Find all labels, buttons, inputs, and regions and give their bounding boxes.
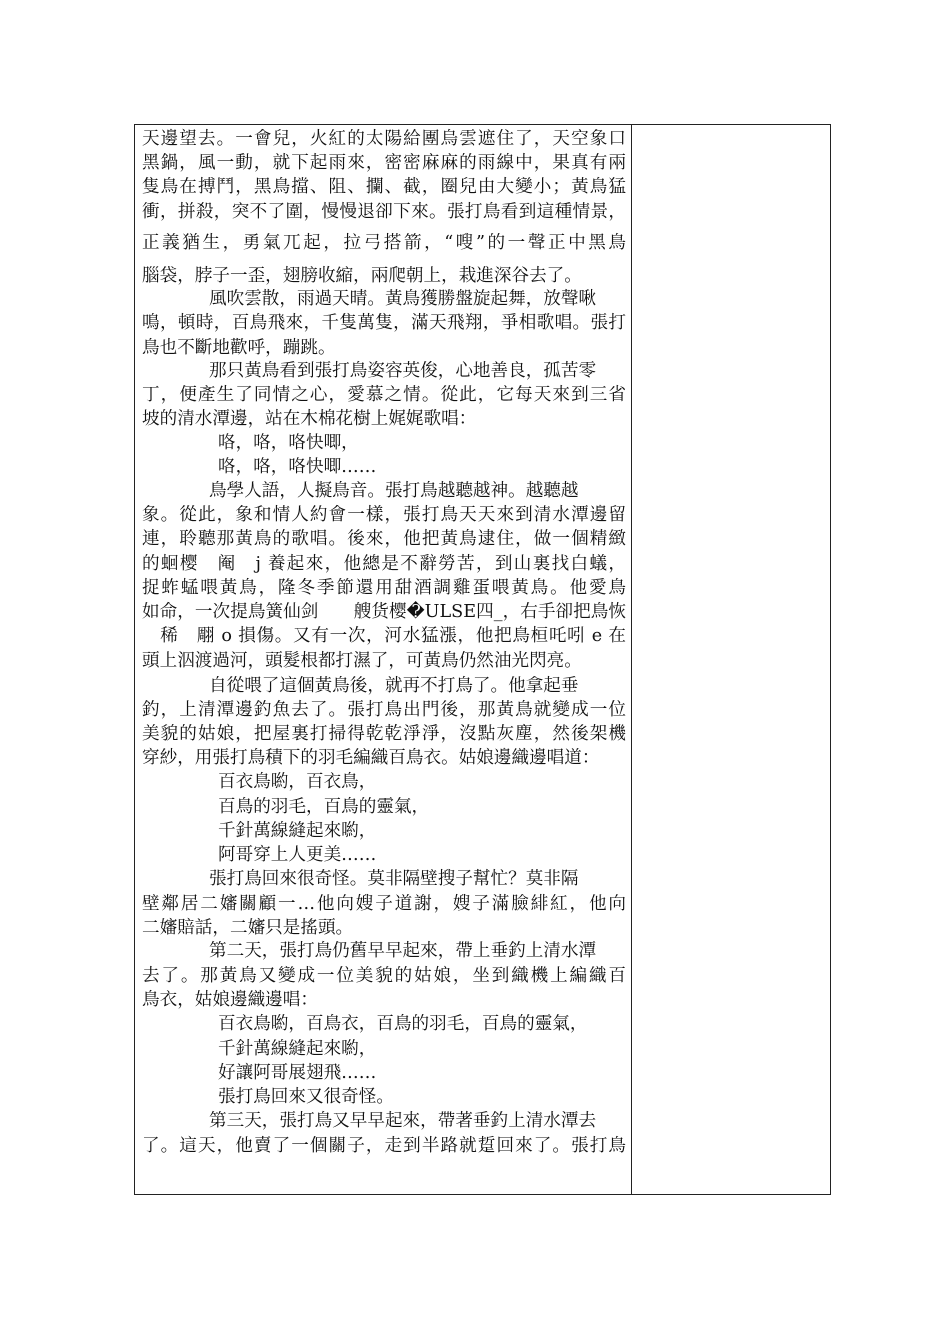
text-line: 美貌的姑娘，把屋裏打掃得乾乾淨淨，沒點灰塵，然後架機 bbox=[142, 724, 626, 744]
text-line: 天邊望去。一會兒，火紅的太陽給團烏雲遮住了，天空象口 bbox=[142, 129, 626, 149]
text-line: 穿紗，用張打鳥積下的羽毛編織百鳥衣。姑娘邊織邊唱道： bbox=[142, 748, 600, 768]
main-text-column bbox=[135, 125, 631, 1194]
text-line: 風吹雲散，雨過天晴。黃鳥獲勝盤旋起舞，放聲啾 bbox=[209, 289, 597, 309]
text-line: 衝，拼殺，突不了圍，慢慢退卻下來。張打鳥看到這種情景， bbox=[142, 202, 626, 222]
text-line: 稀 翢 o 損傷。又有一次，河水猛漲，他把鳥桓吒吲 e 在 bbox=[142, 626, 626, 646]
text-line: 正義猶生，勇氣兀起，拉弓搭箭，“嗖”的一聲正中黑鳥 bbox=[142, 233, 626, 253]
text-line: 丁，便產生了同情之心，愛慕之情。從此，它每天來到三省 bbox=[142, 385, 626, 405]
text-line: 的蛔樱 阉 j 養起來，他總是不辭勞苦，到山裏找白蟻， bbox=[142, 554, 626, 574]
text-line: 黑鍋，風一動，就下起雨來，密密麻麻的雨線中，果真有兩 bbox=[142, 153, 626, 173]
text-line: 咯，咯，咯快唧…… bbox=[218, 457, 377, 477]
text-line: 第三天，張打鳥又早早起來，帶著垂釣上清水潭去 bbox=[209, 1111, 597, 1131]
text-line: 鳥也不斷地歡呼，蹦跳。 bbox=[142, 338, 336, 358]
text-line: 壁鄰居二嬸關顧一…他向嫂子道謝，嫂子滿臉緋紅，他向 bbox=[142, 894, 626, 914]
text-line: 坡的清水潭邊，站在木棉花樹上娓娓歌唱： bbox=[142, 409, 477, 429]
text-line: 象。從此，象和情人約會一樣，張打鳥天天來到清水潭邊留 bbox=[142, 505, 626, 525]
text-line: 百衣鳥喲，百鳥衣，百鳥的羽毛，百鳥的靈氣， bbox=[218, 1014, 588, 1034]
text-line: 好讓阿哥展翅飛…… bbox=[218, 1063, 377, 1083]
text-line: 頭上泅渡過河，頭髮根都打濕了，可黃鳥仍然油光閃亮。 bbox=[142, 651, 582, 671]
text-line: 自從喂了這個黃鳥後，就再不打鳥了。他拿起垂 bbox=[209, 676, 579, 696]
text-line: 那只黃鳥看到張打鳥姿容英俊，心地善良，孤苦零 bbox=[209, 361, 597, 381]
text-line: 第二天，張打鳥仍舊早早起來，帶上垂釣上清水潭 bbox=[209, 941, 597, 961]
text-line: 阿哥穿上人更美…… bbox=[218, 845, 377, 865]
text-line: 二嬸賠話，二嬸只是搖頭。 bbox=[142, 918, 354, 938]
text-line: 張打鳥回來又很奇怪。 bbox=[218, 1087, 394, 1107]
text-line: 百鳥的羽毛，百鳥的靈氣， bbox=[218, 797, 430, 817]
text-line: 張打鳥回來很奇怪。莫非隔壁搜子幫忙？莫非隔 bbox=[209, 869, 579, 889]
text-line: 鳥衣，姑娘邊織邊唱： bbox=[142, 990, 318, 1010]
text-line: 如命，一次提鳥簧仙剑 艘货樱�ULSE四_，右手卻把鳥恢 bbox=[142, 602, 626, 622]
text-line: 鳥學人語，人擬鳥音。張打鳥越聽越神。越聽越 bbox=[209, 481, 579, 501]
text-line: 捉蚱蜢喂黃鳥，隆冬季節還用甜酒調雞蛋喂黃鳥。他愛鳥 bbox=[142, 578, 626, 598]
notes-column bbox=[632, 125, 830, 1194]
text-line: 千針萬線縫起來喲， bbox=[218, 821, 377, 841]
text-line: 腦袋，脖子一歪，翅膀收縮，兩爬朝上，栽進深谷去了。 bbox=[142, 266, 582, 286]
text-line: 千針萬線縫起來喲， bbox=[218, 1039, 377, 1059]
text-line: 鳴，頓時，百鳥飛來，千隻萬隻，滿天飛翔，爭相歌唱。張打 bbox=[142, 313, 626, 333]
text-line: 百衣鳥喲，百衣鳥， bbox=[218, 772, 377, 792]
page-table bbox=[134, 124, 831, 1195]
text-line: 隻鳥在搏鬥，黑鳥擋、阻、攔、截，圈兒由大變小；黃鳥猛 bbox=[142, 177, 626, 197]
text-line: 咯，咯，咯快唧， bbox=[218, 433, 359, 453]
text-line: 了。這天，他賣了一個關子，走到半路就踅回來了。張打鳥 bbox=[142, 1136, 626, 1156]
text-line: 連，聆聽那黃鳥的歌唱。後來，他把黃鳥逮住，做一個精緻 bbox=[142, 529, 626, 549]
text-line: 釣，上清潭邊釣魚去了。張打鳥出門後，那黃鳥就變成一位 bbox=[142, 700, 626, 720]
text-line: 去了。那黃鳥又變成一位美貌的姑娘，坐到織機上編織百 bbox=[142, 966, 626, 986]
